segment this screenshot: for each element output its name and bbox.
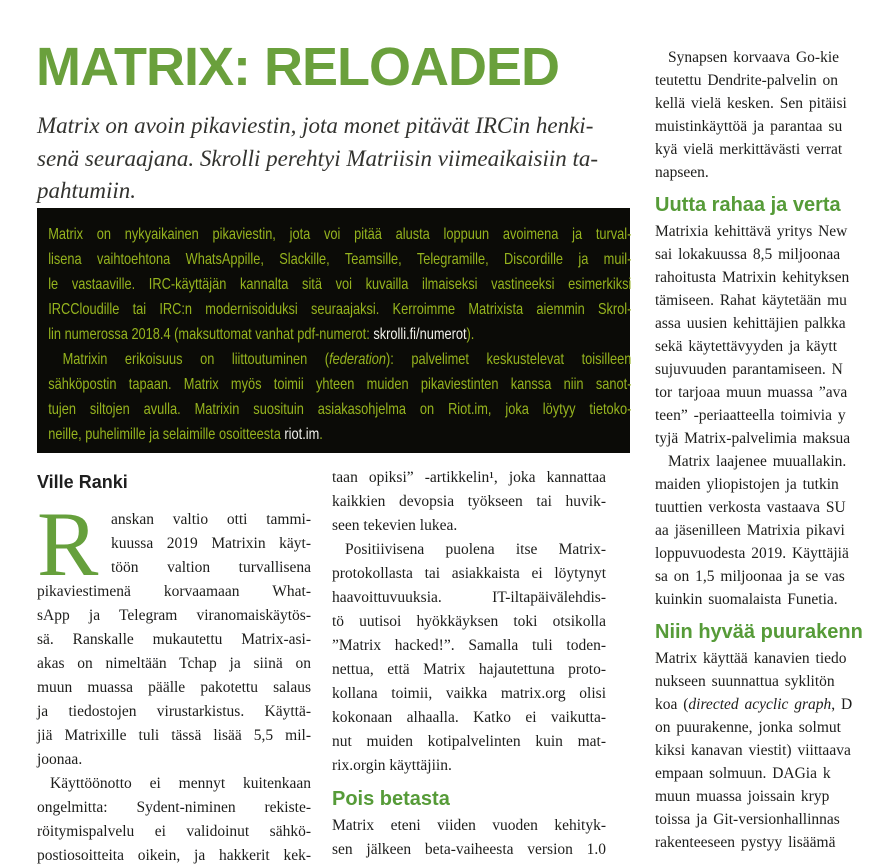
text-segment: Matrix on nykyaikainen pikaviestin, jota voi pitää alusta loppuun avoimena ja turval- xyxy=(48,226,632,243)
text-segment: lin numerossa 2018.4 (maksuttomat vanhat pdf-numerot: xyxy=(48,326,374,343)
text-segment: sai lokakuussa 8,5 miljoonaa xyxy=(655,246,841,263)
text-line xyxy=(332,682,606,706)
inline-link[interactable]: riot.im xyxy=(284,426,320,443)
text-segment: seen tekevien lukea. xyxy=(332,517,458,534)
text-line xyxy=(332,538,606,562)
paragraph xyxy=(37,772,311,868)
text-segment: ja tiedostojen virustarkistus. Käyttä- xyxy=(37,703,311,720)
text-segment: postiosoitteita oikein, ja hakkerit kek- xyxy=(37,847,311,864)
article-subtitle xyxy=(37,110,598,208)
text-line xyxy=(655,519,887,542)
text-segment: on puurakenne, jonka solmut xyxy=(655,719,841,736)
text-segment: pikaviestimenä korvaamaan What- xyxy=(37,583,311,600)
text-segment: rahoitusta Matrixin kehityksen xyxy=(655,269,850,286)
text-line xyxy=(37,820,311,844)
text-segment: sujuvuuden parantamiseen. N xyxy=(655,361,843,378)
paragraph xyxy=(655,450,887,611)
text-segment: le vastaaville. IRC-käyttäjän kannalta sitä voi kuvailla ilmaiseksi vastineeksi esimerkiksi xyxy=(48,276,632,293)
subtitle-line: pahtumiin. xyxy=(37,178,137,203)
text-segment: tämiseen. Rahat käytetään mu xyxy=(655,292,847,309)
text-line xyxy=(48,247,631,272)
text-line xyxy=(48,422,631,447)
text-segment: aa jäsenilleen Matrixia pikavi xyxy=(655,522,845,539)
text-line xyxy=(655,289,887,312)
text-line xyxy=(655,785,887,808)
text-line xyxy=(655,312,887,335)
text-line xyxy=(655,831,887,854)
text-segment: kuussa 2019 Matrixin käyt- xyxy=(111,535,311,552)
infobox xyxy=(37,208,630,453)
text-line xyxy=(332,838,606,862)
text-segment: loppuvuodesta 2019. Käyttäjiä xyxy=(655,545,849,562)
text-line xyxy=(655,266,887,289)
text-segment: teen” -periaatteella toimivia y xyxy=(655,407,846,424)
text-segment: anskan valtio otti tammi- xyxy=(111,511,311,528)
text-line xyxy=(655,716,887,739)
text-segment: lisena vaihtoehtona WhatsAppille, Slackille, Teamsille, Telegramille, Discordille ja muil- xyxy=(48,251,632,268)
text-segment: nut muiden kotipalvelinten kuin mat- xyxy=(332,733,606,750)
text-line xyxy=(655,693,887,716)
text-segment: nukseen suunnattua syklitön xyxy=(655,673,835,690)
text-line xyxy=(332,634,606,658)
text-segment: sähköpostin tapaan. Matrix myös toimii yhteen muiden pikaviestinten kanssa niin sanot- xyxy=(48,376,632,393)
text-segment: rakenteeseen pystyy lisäämä xyxy=(655,834,836,851)
text-segment: Matrixia kehittävä yritys New xyxy=(655,223,848,240)
text-line xyxy=(655,115,887,138)
text-line xyxy=(48,372,631,397)
text-line xyxy=(655,670,887,693)
text-segment: kollana toimii, vaikka matrix.org olisi xyxy=(332,685,606,702)
text-line xyxy=(655,762,887,785)
section-heading: Uutta rahaa ja verta xyxy=(655,194,841,216)
text-line xyxy=(655,808,887,831)
text-segment: empaan solmuun. DAGia k xyxy=(655,765,831,782)
text-line xyxy=(655,450,887,473)
text-line xyxy=(655,220,887,243)
text-segment: tujen siltojen avulla. Matrixin suosituin asiakasohjelma on Riot.im, joka löytyy tietoko- xyxy=(48,401,632,418)
text-segment: Matrix eteni viiden vuoden kehityk- xyxy=(332,817,606,834)
text-segment: sekä käytettävyyden ja käytt xyxy=(655,338,838,355)
text-segment: muun muassa päälle pakotettu salaus xyxy=(37,679,311,696)
text-line xyxy=(37,604,311,628)
text-line xyxy=(37,748,311,772)
text-line xyxy=(48,272,631,297)
text-line xyxy=(37,628,311,652)
column-1-text xyxy=(37,493,311,868)
subtitle-line: Matrix on avoin pikaviestin, jota monet pitävät IRCin henki- xyxy=(37,113,594,138)
text-segment: koa ( xyxy=(655,696,689,713)
section-heading: Pois betasta xyxy=(332,788,450,810)
text-line xyxy=(37,700,311,724)
text-line xyxy=(37,772,311,796)
text-line xyxy=(655,404,887,427)
text-segment: töön valtion turvallisena xyxy=(111,559,311,576)
text-line xyxy=(332,490,606,514)
text-line xyxy=(332,814,606,838)
text-line xyxy=(655,647,887,670)
text-segment: muistinkäyttöä ja parantaa su xyxy=(655,118,843,135)
author-name: Ville Ranki xyxy=(37,472,128,492)
text-segment: taan opiksi” -artikkelin¹, joka kannattaa xyxy=(332,469,606,486)
text-line xyxy=(655,69,887,92)
paragraph xyxy=(48,347,631,447)
text-segment: sa on 1,5 miljoonaa ja se vas xyxy=(655,568,845,585)
text-line xyxy=(37,652,311,676)
text-segment: napseen. xyxy=(655,164,709,181)
text-line xyxy=(655,335,887,358)
text-segment: sen jälkeen beta-vaiheesta version 1.0 xyxy=(332,841,606,858)
text-line xyxy=(655,161,887,184)
text-segment: tuuttien verkosta vastaava SU xyxy=(655,499,846,516)
text-segment: ). xyxy=(466,326,475,343)
italic-text: federation xyxy=(329,351,387,368)
text-segment: ): palvelimet keskustelevat toisilleen xyxy=(386,351,632,368)
text-segment: IRCCloudille tai IRC:n modernisoiduksi seuraajaksi. Kerroimme Matrixista aiemmin Skrol- xyxy=(48,301,632,318)
text-segment: rix.orgin käyttäjiin. xyxy=(332,757,452,774)
text-line xyxy=(332,658,606,682)
text-line xyxy=(37,724,311,748)
text-segment: . xyxy=(319,426,323,443)
text-segment: teutettu Dendrite-palvelin on xyxy=(655,72,839,89)
text-segment: kokonaan alhaalla. Katko ei vaikutta- xyxy=(332,709,606,726)
text-line xyxy=(332,586,606,610)
text-line xyxy=(48,347,631,372)
text-segment: joonaa. xyxy=(37,751,83,768)
section-heading: Niin hyvää puurakenn xyxy=(655,621,863,643)
text-line xyxy=(332,562,606,586)
italic-text: directed acyclic graph xyxy=(688,696,832,713)
text-line xyxy=(655,138,887,161)
text-line xyxy=(332,610,606,634)
text-segment: Matrix laajenee muuallakin. xyxy=(668,453,847,470)
text-line xyxy=(37,844,311,868)
text-segment: muun muassa joissain kryp xyxy=(655,788,830,805)
text-line xyxy=(332,730,606,754)
text-line xyxy=(655,358,887,381)
text-line xyxy=(37,580,311,604)
text-line xyxy=(332,466,606,490)
paragraph xyxy=(655,647,887,854)
paragraph xyxy=(332,814,606,862)
text-segment: tyjä Matrix-palvelimia maksua xyxy=(655,430,851,447)
text-segment: kiksi kanavan viestit) viittaava xyxy=(655,742,851,759)
text-segment: assa uusien kehittäjien palkka xyxy=(655,315,846,332)
text-line xyxy=(655,542,887,565)
text-segment: ongelmitta: Sydent-niminen rekiste- xyxy=(37,799,311,816)
text-line xyxy=(655,381,887,404)
text-segment: neille, puhelimille ja selaimille osoitteesta xyxy=(48,426,285,443)
text-segment: Positiivisena puolena itse Matrix- xyxy=(345,541,606,558)
text-line xyxy=(332,754,606,778)
column-1 xyxy=(37,470,311,868)
text-segment: protokollasta tai asiakkaista ei löytynyt xyxy=(332,565,606,582)
text-line xyxy=(655,92,887,115)
text-line xyxy=(655,473,887,496)
subtitle-line: senä seuraajana. Skrolli perehtyi Matriisin viimeaikaisiin ta- xyxy=(37,145,599,171)
text-segment: toissa ja Git-versionhallinnas xyxy=(655,811,840,828)
inline-link[interactable]: skrolli.fi/numerot xyxy=(373,326,467,343)
text-segment: Matrixin erikoisuus on liittoutuminen ( xyxy=(62,351,330,368)
text-line xyxy=(655,565,887,588)
text-line xyxy=(655,243,887,266)
paragraph xyxy=(332,538,606,778)
text-segment: tor tarjoaa muun muassa ”ava xyxy=(655,384,848,401)
text-line xyxy=(655,46,887,69)
text-line xyxy=(332,706,606,730)
infobox-text xyxy=(37,208,631,447)
paragraph xyxy=(332,466,606,538)
text-segment: Synapsen korvaava Go-kie xyxy=(668,49,840,66)
text-segment: akas on nimeltään Tchap ja siinä on xyxy=(37,655,311,672)
text-line xyxy=(655,427,887,450)
paragraph xyxy=(37,493,311,772)
text-segment: jiä Matrixille tuli tässä lisää 5,5 mil- xyxy=(37,727,311,744)
text-segment: kaikkien devopsia työkseen tai huvik- xyxy=(332,493,606,510)
text-segment: nettua, että Matrix hajautettuna proto- xyxy=(332,661,606,678)
text-segment: sä. Ranskalle mukautettu Matrix-asi- xyxy=(37,631,311,648)
text-segment: haavoittuvuuksia. IT-iltapäivälehdis- xyxy=(332,589,606,606)
text-line xyxy=(37,676,311,700)
paragraph xyxy=(48,222,631,347)
text-segment: tö uutisoi hyökkäyksen toki otsikolla xyxy=(332,613,606,630)
text-segment: kellä vielä kesken. Sen pitäisi xyxy=(655,95,847,112)
text-line xyxy=(332,514,606,538)
text-segment: kuinkin suomalaista Funetia. xyxy=(655,591,838,608)
column-3 xyxy=(655,46,887,854)
text-segment: kyä vielä merkittävästi verrat xyxy=(655,141,843,158)
text-segment: , D xyxy=(831,696,853,713)
text-segment: ”Matrix hacked!”. Samalla tuli toden- xyxy=(332,637,606,654)
text-segment: röitymispalvelu ei validoinut sähkö- xyxy=(37,823,311,840)
text-line xyxy=(48,397,631,422)
drop-cap: R xyxy=(37,493,99,595)
paragraph xyxy=(655,46,887,184)
article-title: MATRIX: RELOADED xyxy=(36,37,559,97)
text-segment: sApp ja Telegram viranomaiskäytös- xyxy=(37,607,311,624)
text-line xyxy=(655,588,887,611)
text-line xyxy=(48,222,631,247)
column-2 xyxy=(332,466,606,862)
text-line xyxy=(655,496,887,519)
text-segment: Käyttöönotto ei mennyt kuitenkaan xyxy=(50,775,311,792)
text-segment: maiden yliopistojen ja tutkin xyxy=(655,476,839,493)
text-line xyxy=(655,739,887,762)
text-line xyxy=(48,322,631,347)
text-line xyxy=(48,297,631,322)
paragraph xyxy=(655,220,887,450)
text-segment: Matrix käyttää kanavien tiedo xyxy=(655,650,847,667)
text-line xyxy=(37,796,311,820)
